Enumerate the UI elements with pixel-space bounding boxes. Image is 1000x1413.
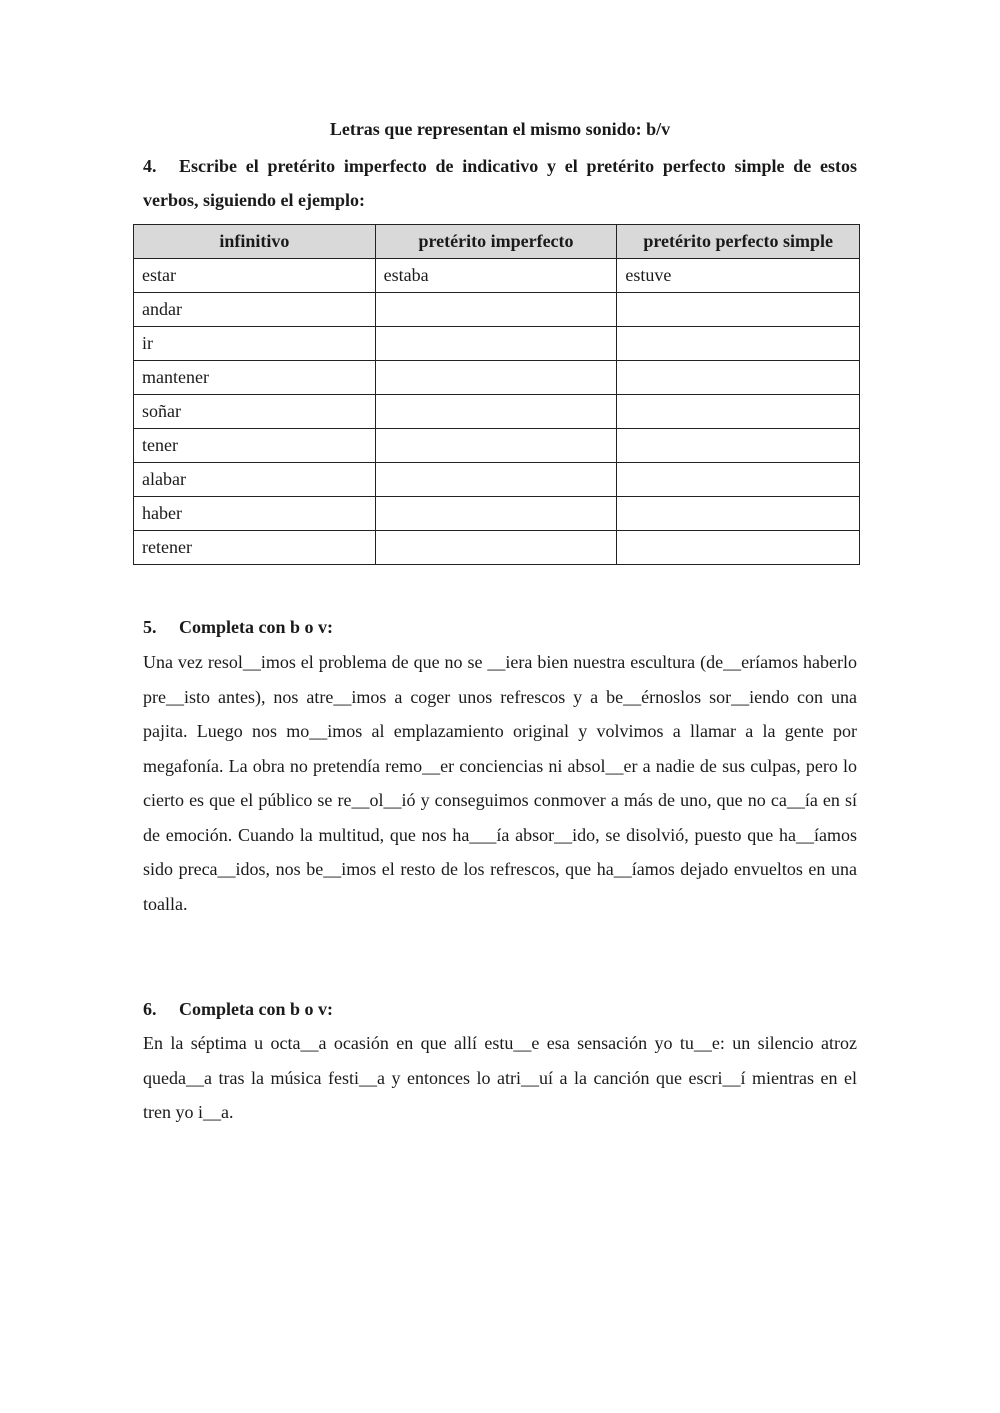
imperfect-answer-cell[interactable] xyxy=(375,497,617,531)
table-row xyxy=(134,293,860,327)
table-row xyxy=(134,497,860,531)
table-row xyxy=(134,429,860,463)
perfect-answer-cell[interactable] xyxy=(617,531,860,565)
exercise-4-number: 4. xyxy=(143,156,157,176)
verb-conjugation-table xyxy=(133,224,860,565)
imperfect-answer-cell[interactable] xyxy=(375,429,617,463)
infinitive-cell: andar xyxy=(134,293,376,327)
page-title: Letras que representan el mismo sonido: b/v xyxy=(329,119,671,139)
infinitive-cell: estar xyxy=(134,259,376,293)
exercise-6-number: 6. xyxy=(143,999,157,1019)
perfect-answer-cell[interactable]: estuve xyxy=(617,259,860,293)
exercise-4-heading xyxy=(143,149,857,217)
imperfect-answer-cell[interactable]: estaba xyxy=(375,259,617,293)
perfect-answer-cell[interactable] xyxy=(617,429,860,463)
exercise-5-heading xyxy=(143,610,857,644)
table-row xyxy=(134,327,860,361)
infinitive-cell: alabar xyxy=(134,463,376,497)
perfect-answer-cell[interactable] xyxy=(617,395,860,429)
infinitive-cell: soñar xyxy=(134,395,376,429)
imperfect-answer-cell[interactable] xyxy=(375,361,617,395)
table-header-row xyxy=(134,225,860,259)
header-preterito-perfecto-simple: pretérito perfecto simple xyxy=(617,225,860,259)
imperfect-answer-cell[interactable] xyxy=(375,327,617,361)
table-row xyxy=(134,259,860,293)
imperfect-answer-cell[interactable] xyxy=(375,531,617,565)
perfect-answer-cell[interactable] xyxy=(617,361,860,395)
exercise-5-instruction: Completa con b o v: xyxy=(179,617,333,637)
imperfect-answer-cell[interactable] xyxy=(375,293,617,327)
exercise-6-text: En la séptima u octa__a ocasión en que allí estu__e esa sensación yo tu__e: un silencio atroz queda__a tras la música festi__a y entonces lo atri__uí a la canción que escri__í mientras en el tren yo i__a. xyxy=(143,1033,857,1122)
perfect-answer-cell[interactable] xyxy=(617,463,860,497)
infinitive-cell: ir xyxy=(134,327,376,361)
table-row xyxy=(134,395,860,429)
table-row xyxy=(134,531,860,565)
exercise-6-instruction: Completa con b o v: xyxy=(179,999,333,1019)
exercise-5-text: Una vez resol__imos el problema de que no se __iera bien nuestra escultura (de__eríamos haberlo pre__isto antes), nos atre__imos a coger unos refrescos y a be__érnoslos sor__iendo con una pajita. Luego nos mo__imos al emplazamiento original y volvimos a llamar a la gente por megafonía. La obra no pretendía remo__er conciencias ni absol__er a nadie de sus culpas, pero lo cierto es que el público se re__ol__ió y conseguimos conmover a más de uno, que no ca__ía en sí de emoción. Cuando la multitud, que nos ha___ía absor__ido, se disolvió, puesto que ha__íamos sido preca__idos, nos be__imos el resto de los refrescos, que ha__íamos dejado envueltos en una toalla. xyxy=(143,652,857,914)
imperfect-answer-cell[interactable] xyxy=(375,463,617,497)
table-row xyxy=(134,361,860,395)
infinitive-cell: haber xyxy=(134,497,376,531)
infinitive-cell: mantener xyxy=(134,361,376,395)
imperfect-answer-cell[interactable] xyxy=(375,395,617,429)
table-row xyxy=(134,463,860,497)
exercise-4-instruction: Escribe el pretérito imperfecto de indicativo y el pretérito perfecto simple de estos verbos, siguiendo el ejemplo: xyxy=(143,156,857,210)
exercise-6-heading xyxy=(143,992,857,1026)
perfect-answer-cell[interactable] xyxy=(617,327,860,361)
header-preterito-imperfecto: pretérito imperfecto xyxy=(375,225,617,259)
infinitive-cell: retener xyxy=(134,531,376,565)
perfect-answer-cell[interactable] xyxy=(617,293,860,327)
infinitive-cell: tener xyxy=(134,429,376,463)
header-infinitivo: infinitivo xyxy=(134,225,376,259)
exercise-5-number: 5. xyxy=(143,617,157,637)
perfect-answer-cell[interactable] xyxy=(617,497,860,531)
